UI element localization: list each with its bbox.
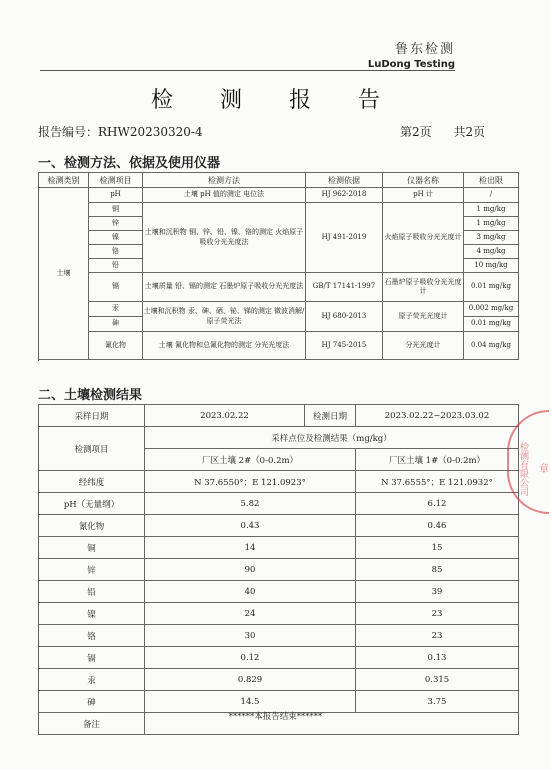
limit-cell: 3 mg/kg [464, 231, 519, 245]
seal-stamp-char: 章 [539, 464, 549, 475]
item-cell: 铅 [89, 259, 143, 273]
value-site2: 6.12 [356, 493, 519, 515]
value-site1: 90 [145, 559, 356, 581]
method-cell: 土壤和沉积物 铜、锌、铅、镍、铬的测定 火焰原子吸收分光光度法 [143, 203, 306, 273]
item-cell: 铜 [89, 203, 143, 217]
instrument-cell: 火焰原子吸收分光光度计 [383, 203, 464, 273]
item-cell: 汞 [89, 302, 143, 317]
table-row [39, 603, 519, 625]
table-row [39, 332, 519, 360]
remark-label: 备注 [39, 713, 145, 735]
instrument-cell: 分光光度计 [383, 332, 464, 360]
header-divider [40, 70, 455, 71]
table-row [39, 203, 519, 217]
item-cell: 氰化物 [89, 332, 143, 360]
param-name: 铅 [39, 581, 145, 603]
table-row [39, 273, 519, 302]
seal-text: 检测有限公司 [518, 442, 528, 496]
table-row [39, 625, 519, 647]
item-cell: 镉 [89, 273, 143, 302]
sample-date-label: 采样日期 [39, 405, 145, 427]
methods-table [38, 172, 519, 360]
limit-cell: 1 mg/kg [464, 203, 519, 217]
item-label: 检测项目 [39, 427, 145, 471]
table-row [39, 515, 519, 537]
table-row [39, 188, 519, 203]
results-table [38, 404, 519, 735]
section1-title: 一、检测方法、依据及使用仪器 [38, 156, 221, 171]
param-name: 氰化物 [39, 515, 145, 537]
value-site2: 23 [356, 603, 519, 625]
item-cell: 锌 [89, 217, 143, 231]
coord2: N 37.6555°；E 121.0932° [356, 471, 519, 493]
value-site2: 3.75 [356, 691, 519, 713]
table-header-row [39, 173, 519, 188]
value-site2: 0.315 [356, 669, 519, 691]
header-cell: 检测类别 [39, 173, 89, 188]
value-site2: 39 [356, 581, 519, 603]
limit-cell: / [464, 188, 519, 203]
value-site1: 5.82 [145, 493, 356, 515]
report-number-label: 报告编号： [38, 125, 99, 139]
instrument-cell: 石墨炉原子吸收分光光度计 [383, 273, 464, 302]
table-row [39, 493, 519, 515]
value-site1: 14 [145, 537, 356, 559]
table-row [39, 669, 519, 691]
value-site2: 0.46 [356, 515, 519, 537]
limit-cell: 1 mg/kg [464, 217, 519, 231]
method-cell: 土壤 氰化物和总氰化物的测定 分光光度法 [143, 332, 306, 360]
coord1: N 37.6550°；E 121.0923° [145, 471, 356, 493]
table-row [39, 647, 519, 669]
instrument-cell: 原子荧光光度计 [383, 302, 464, 332]
table-row [39, 302, 519, 317]
value-site2: 85 [356, 559, 519, 581]
value-site1: 30 [145, 625, 356, 647]
table-row [39, 581, 519, 603]
value-site1: 0.12 [145, 647, 356, 669]
coord-label: 经纬度 [39, 471, 145, 493]
section2-title: 二、土壤检测结果 [38, 388, 143, 403]
brand-name-en: LuDong Testing [367, 59, 455, 70]
table-row [39, 471, 519, 493]
table-row [39, 559, 519, 581]
item-cell: 铬 [89, 245, 143, 259]
report-number [38, 123, 203, 140]
param-name: 汞 [39, 669, 145, 691]
basis-cell: HJ 491-2019 [306, 203, 383, 273]
result-header: 采样点位及检测结果（mg/kg） [145, 427, 519, 449]
header-cell: 检测方法 [143, 173, 306, 188]
page-total: 共2页 [453, 125, 486, 139]
table-row [39, 427, 519, 449]
brand-name-cn: 鲁东检测 [394, 42, 455, 57]
test-date-value: 2023.02.22~2023.03.02 [356, 405, 519, 427]
header-cell: 检出限 [464, 173, 519, 188]
limit-cell: 4 mg/kg [464, 245, 519, 259]
category-cell: 土壤 [39, 188, 89, 360]
value-site2: 15 [356, 537, 519, 559]
limit-cell: 10 mg/kg [464, 259, 519, 273]
limit-cell: 0.04 mg/kg [464, 332, 519, 360]
method-cell: 土壤质量 铅、镉的测定 石墨炉原子吸收分光光度法 [143, 273, 306, 302]
value-site1: 0.829 [145, 669, 356, 691]
item-cell: 镍 [89, 231, 143, 245]
instrument-cell: pH 计 [383, 188, 464, 203]
value-site2: 23 [356, 625, 519, 647]
report-number-value: RHW20230320-4 [98, 125, 203, 139]
table-row [39, 537, 519, 559]
param-name: 镍 [39, 603, 145, 625]
brand-block [368, 38, 455, 70]
basis-cell: GB/T 17141-1997 [306, 273, 383, 302]
header-cell: 检测项目 [89, 173, 143, 188]
page-info [400, 123, 503, 140]
page-current: 第2页 [400, 125, 432, 139]
value-site1: 0.43 [145, 515, 356, 537]
param-name: pH（无量纲） [39, 493, 145, 515]
site1-header: 厂区土壤 2#（0-0.2m） [145, 449, 356, 471]
header-cell: 仪器名称 [383, 173, 464, 188]
value-site1: 24 [145, 603, 356, 625]
sample-date-value: 2023.02.22 [145, 405, 305, 427]
header-cell: 检测依据 [306, 173, 383, 188]
table-row [39, 405, 519, 427]
limit-cell: 0.01 mg/kg [464, 273, 519, 302]
item-cell: pH [89, 188, 143, 203]
param-name: 砷 [39, 691, 145, 713]
limit-cell: 0.01 mg/kg [464, 317, 519, 332]
report-title: 检 测 报 告 [151, 88, 400, 113]
limit-cell: 0.002 mg/kg [464, 302, 519, 317]
site2-header: 厂区土壤 1#（0-0.2m） [356, 449, 519, 471]
item-cell: 砷 [89, 317, 143, 332]
value-site2: 0.13 [356, 647, 519, 669]
report-end-marker: ******本报告结束****** [228, 712, 323, 722]
method-cell: 土壤和沉积物 汞、砷、硒、铋、锑的测定 微波消解/原子荧光法 [143, 302, 306, 332]
param-name: 锌 [39, 559, 145, 581]
param-name: 铜 [39, 537, 145, 559]
method-cell: 土壤 pH 值的测定 电位法 [143, 188, 306, 203]
basis-cell: HJ 680-2013 [306, 302, 383, 332]
test-date-label: 检测日期 [305, 405, 356, 427]
param-name: 镉 [39, 647, 145, 669]
basis-cell: HJ 745-2015 [306, 332, 383, 360]
basis-cell: HJ 962-2018 [306, 188, 383, 203]
value-site1: 14.5 [145, 691, 356, 713]
param-name: 铬 [39, 625, 145, 647]
value-site1: 40 [145, 581, 356, 603]
